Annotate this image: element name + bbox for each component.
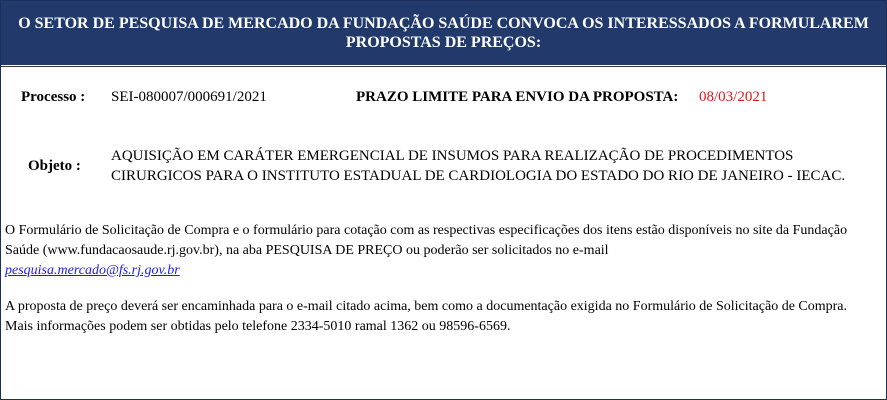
- submission-info-text: A proposta de preço deverá ser encaminhada para o e-mail citado acima, bem como a documentação exigida no Formulário de Solicitação de Compra.: [5, 299, 848, 314]
- forms-info-text: O Formulário de Solicitação de Compra e o formulário para cotação com as respectivas especificações dos itens estão disponíveis no site da Fundação Saúde (www.fundacaosaude.rj.gov.br), na aba PESQUISA DE PREÇO ou poderão ser solicitados no e-mail: [5, 223, 848, 258]
- header-divider: [1, 66, 886, 67]
- submission-info-paragraph: [5, 297, 883, 337]
- deadline-date: 08/03/2021: [699, 89, 768, 105]
- notice-header: [1, 1, 886, 65]
- deadline-label: PRAZO LIMITE PARA ENVIO DA PROPOSTA:: [356, 89, 679, 105]
- forms-info-paragraph: [5, 221, 883, 281]
- process-label: Processo :: [21, 89, 86, 105]
- notice-title: O SETOR DE PESQUISA DE MERCADO DA FUNDAÇÃO SAÚDE CONVOCA OS INTERESSADOS A FORMULAREM PROPOSTAS DE PREÇOS:: [18, 15, 869, 51]
- object-label: Objeto :: [28, 158, 81, 174]
- contact-info-text: Mais informações podem ser obtidas pelo telefone 2334-5010 ramal 1362 ou 98596-6569.: [5, 319, 511, 334]
- email-link[interactable]: pesquisa.mercado@fs.rj.gov.br: [5, 263, 180, 278]
- process-row: [1, 89, 886, 109]
- process-number: SEI-080007/000691/2021: [111, 89, 267, 105]
- object-description: AQUISIÇÃO EM CARÁTER EMERGENCIAL DE INSUMOS PARA REALIZAÇÃO DE PROCEDIMENTOS CIRURGICOS PARA O INSTITUTO ESTADUAL DE CARDIOLOGIA DO ESTADO DO RIO DE JANEIRO - IECAC.: [111, 148, 846, 184]
